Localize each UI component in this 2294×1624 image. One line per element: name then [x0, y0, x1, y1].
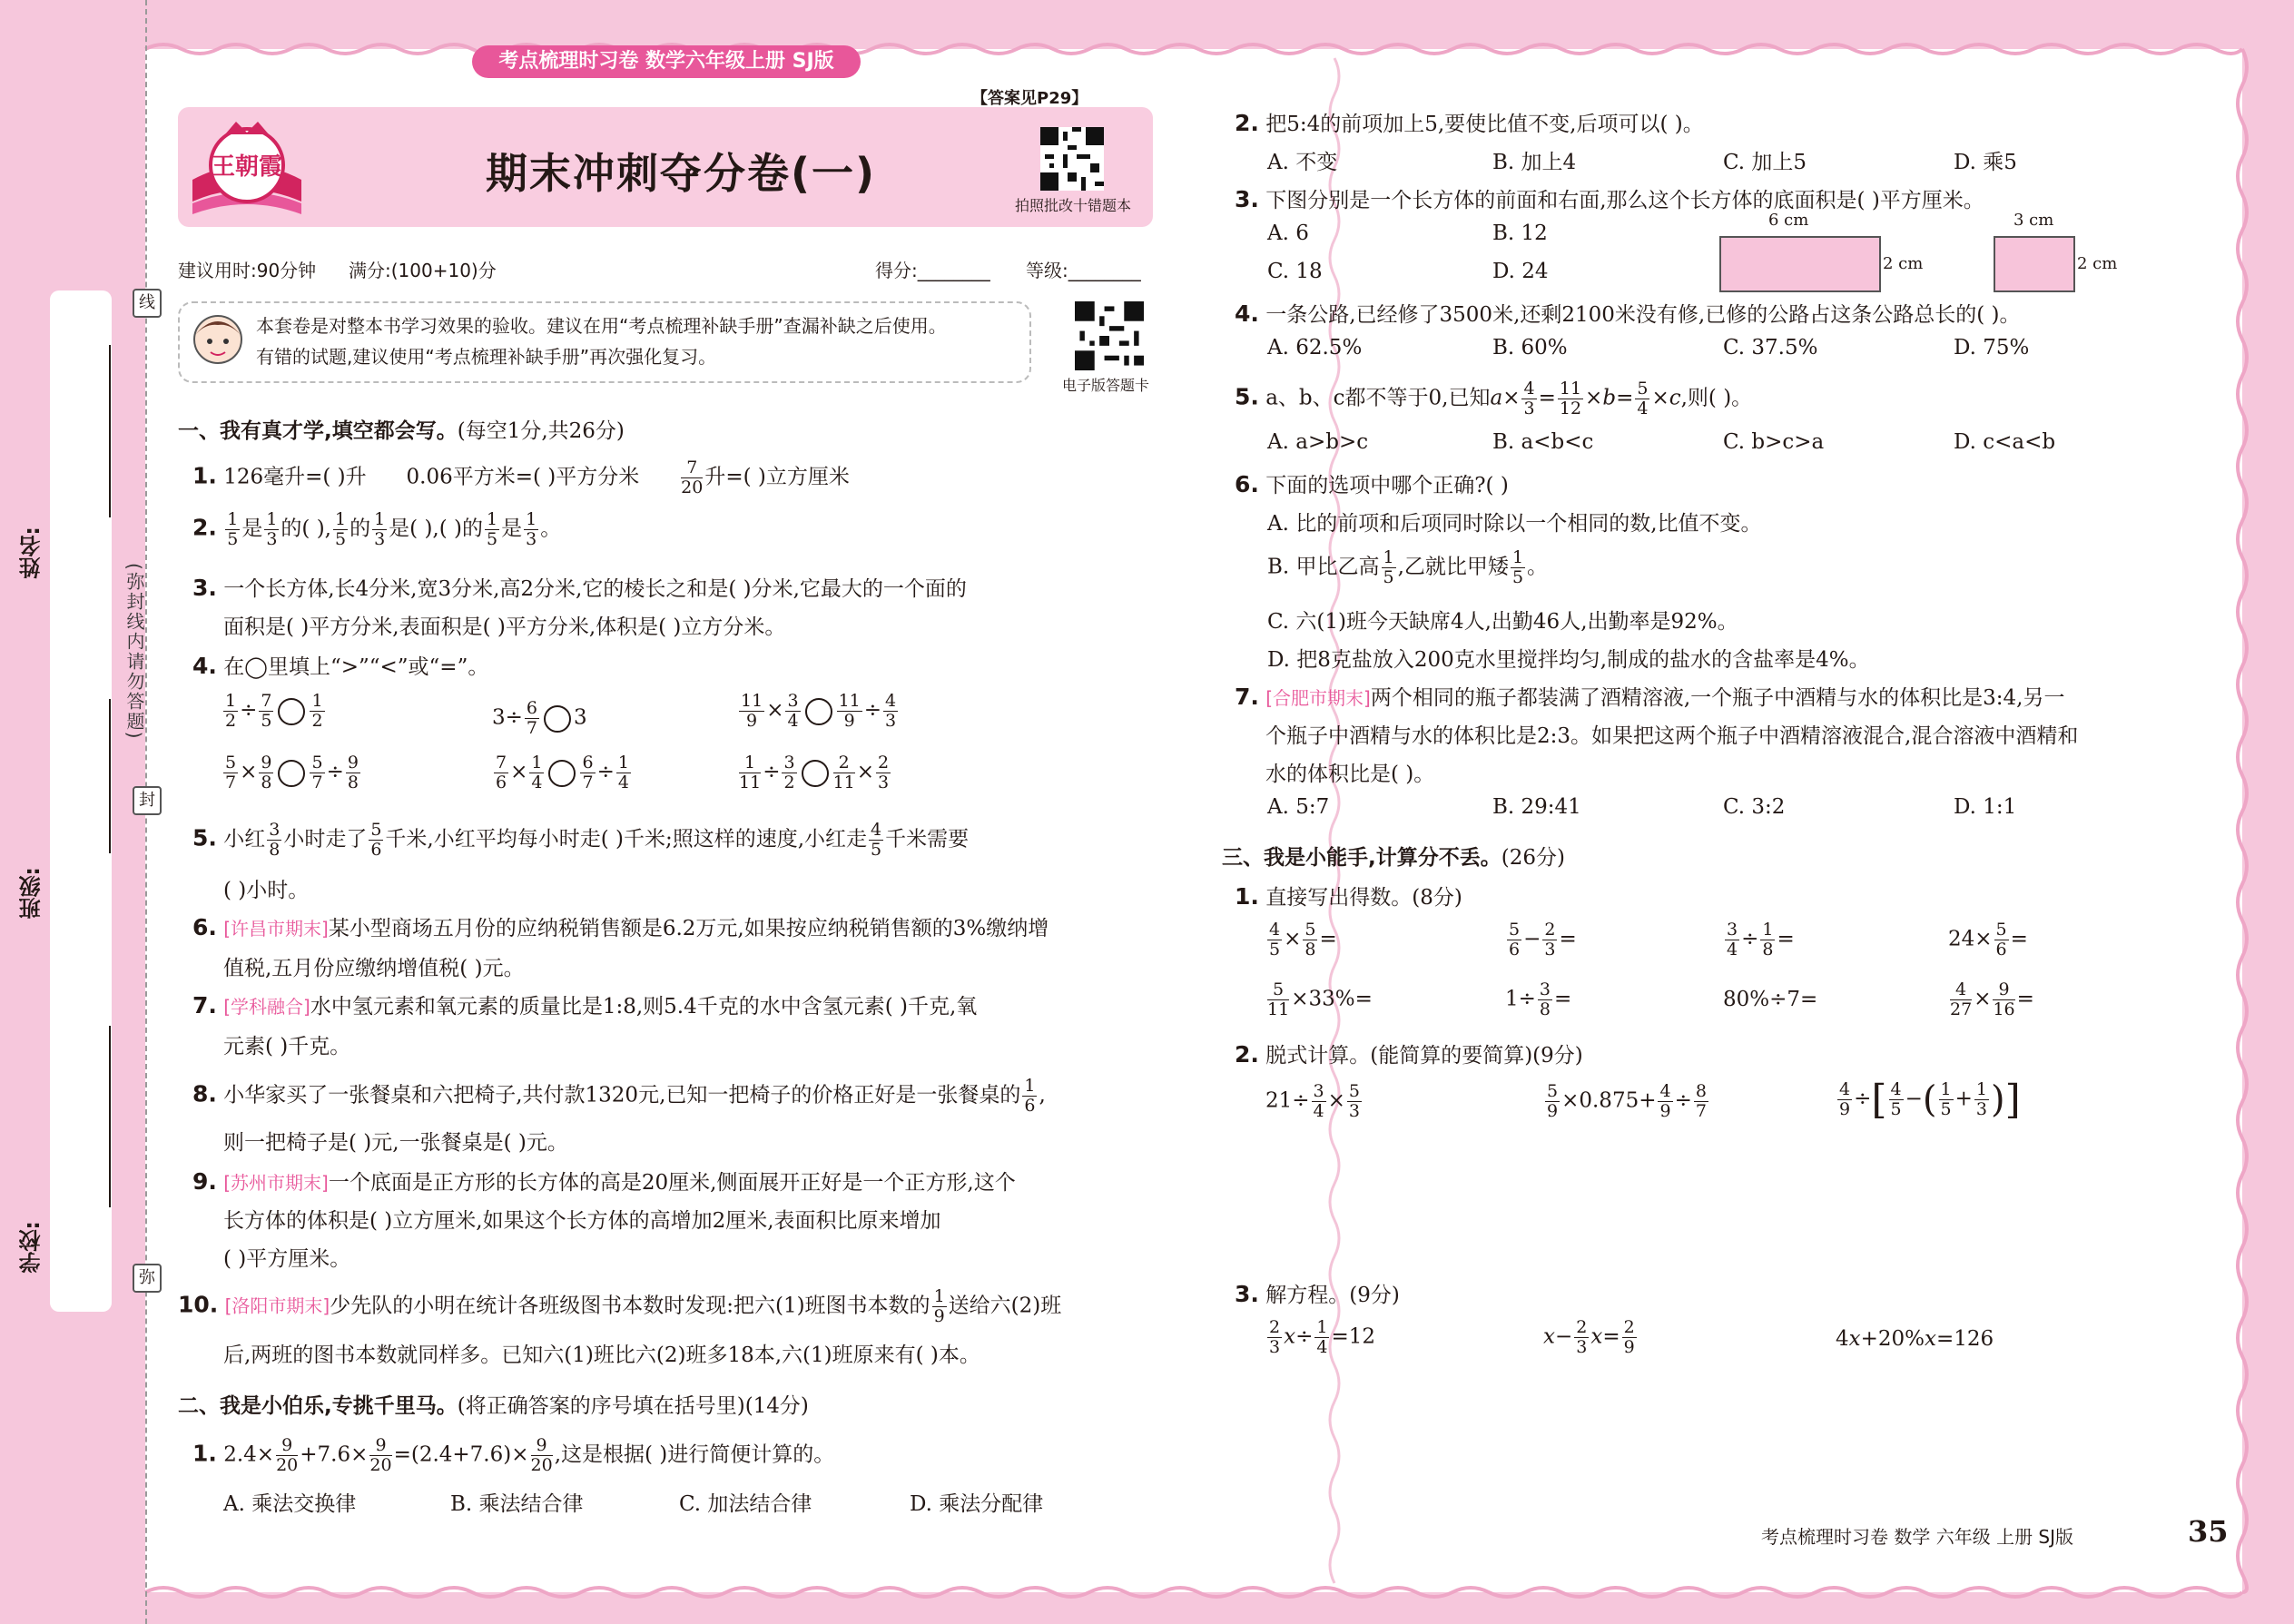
- equation-3: 4x+20%x=126: [1836, 1327, 1994, 1351]
- equation-1: $\frac{2}{3}$ x÷ $\frac{1}{4}$ =12: [1269, 1317, 1375, 1357]
- s2-q6-opt-a[interactable]: A. 比的前项和后项同时除以一个相同的数,比值不变。: [1267, 512, 1762, 536]
- s2-q2-opt-b[interactable]: B. 加上4: [1492, 151, 1577, 174]
- s2-q7-line2: 个瓶子中酒精与水的体积比是2:3。如果把这两个瓶子中酒精溶液混合,混合溶液中酒精和: [1265, 724, 2079, 748]
- front-face-rect: [1719, 236, 1881, 292]
- s2-q5-opt-c[interactable]: C. b>c>a: [1723, 430, 1825, 454]
- compare-4: $\frac{5}{7}$ × $\frac{9}{8}$ $\frac{5}{7}$ ÷ $\frac{9}{8}$: [225, 753, 359, 792]
- s2-q7-line1: 7. [合肥市期末]两个相同的瓶子都装满了酒精溶液,一个瓶子中酒精与水的体积比是3:4,另一: [1235, 684, 2065, 710]
- s2-q3-opt-c[interactable]: C. 18: [1267, 260, 1323, 283]
- s2-q5-opt-d[interactable]: D. c<a<b: [1954, 430, 2056, 454]
- s1-q9-line3: ( )平方厘米。: [223, 1247, 351, 1271]
- s2-q7-opt-c[interactable]: C. 3:2: [1723, 795, 1786, 819]
- answer-ref: 【答案见P29】: [971, 89, 1088, 108]
- binding-strip: [50, 290, 112, 1312]
- s2-q7-opt-a[interactable]: A. 5:7: [1267, 795, 1330, 819]
- calc-8: $\frac{4}{27}$ × $\frac{9}{16}$ =: [1950, 979, 2034, 1019]
- answer-circle[interactable]: [802, 760, 829, 787]
- calc-4: 24× $\frac{5}{6}$ =: [1948, 920, 2028, 960]
- s1-q4: 4. 在◯里填上“>”“<”或“=”。: [192, 653, 489, 679]
- answer-circle[interactable]: [805, 698, 832, 725]
- s1-q6-line2: 值税,五月份应缴纳增值税( )元。: [223, 957, 525, 980]
- s1-q10-line1: 10. [洛阳市期末]少先队的小明在统计各班级图书本数时发现:把六(1)班图书本数的 $\frac{1}{9}$ 送给六(2)班: [178, 1286, 1062, 1326]
- s1-q5-line1: 5. 小红 $\frac{3}{8}$ 小时走了 $\frac{5}{6}$ 千米,小红平均每小时走( )千米;照这样的速度,小红走 $\frac{4}{5}$ 千米需要: [192, 820, 970, 860]
- qr-caption: 拍照批改十错题本: [1015, 197, 1132, 214]
- s1-q5-line2: ( )小时。: [223, 879, 310, 902]
- compare-6: $\frac{1}{11}$ ÷ $\frac{3}{2}$ $\frac{2}{11}$ × $\frac{2}{3}$: [739, 753, 890, 792]
- side-face-rect: [1994, 236, 2075, 292]
- s2-q2-opt-c[interactable]: C. 加上5: [1723, 151, 1807, 174]
- side-width-label: 3 cm: [2013, 211, 2054, 230]
- s1-q9-line1: 9. [苏州市期末]一个底面是正方形的长方体的高是20厘米,侧面展开正好是一个正方形,这个: [192, 1168, 1016, 1195]
- s2-q3: 3. 下图分别是一个长方体的前面和右面,那么这个长方体的底面积是( )平方厘米。: [1235, 186, 1984, 212]
- step-calc-2: $\frac{5}{9}$ ×0.875+ $\frac{4}{9}$ ÷ $\frac{8}{7}$: [1547, 1081, 1707, 1121]
- class-line[interactable]: [109, 699, 111, 853]
- s2-q3-opt-d[interactable]: D. 24: [1492, 260, 1549, 283]
- s2-q1-opt-b[interactable]: B. 乘法结合律: [450, 1492, 584, 1516]
- s2-q2: 2. 把5:4的前项加上5,要使比值不变,后项可以( )。: [1235, 110, 1704, 136]
- seal-line-mark: 线: [133, 289, 162, 318]
- s2-q6-opt-d[interactable]: D. 把8克盐放入200克水里搅拌均匀,制成的盐水的含盐率是4%。: [1267, 648, 1870, 672]
- notice-text: [256, 310, 1019, 372]
- s2-q4-opt-a[interactable]: A. 62.5%: [1267, 336, 1363, 359]
- section-1-title: 一、我有真才学,填空都会写。(每空1分,共26分): [178, 419, 625, 443]
- s1-q3-line2: 面积是( )平方分米,表面积是( )平方分米,体积是( )立方分米。: [223, 615, 786, 639]
- seal-mi-mark: 弥: [133, 1264, 162, 1293]
- s1-q2: 2. $\frac{1}{5}$ 是 $\frac{1}{3}$ 的( ), $\frac{1}{5}$ 的 $\frac{1}{3}$ 是( ),( )的 $\frac{1}{5}$ 是 $\frac{1}{3}$ 。: [192, 509, 562, 549]
- s2-q1: 1. 2.4× $\frac{9}{20}$ +7.6× $\frac{9}{20}$ =(2.4+7.6)× $\frac{9}{20}$ ,这是根据( )进行简便计算的。: [192, 1435, 835, 1475]
- s2-q4-opt-d[interactable]: D. 75%: [1954, 336, 2030, 359]
- step-calc-3: $\frac{4}{9}$ ÷[ $\frac{4}{5}$ −( $\frac{1}{5}$ + $\frac{1}{3}$ )]: [1839, 1077, 2021, 1123]
- s2-q1-opt-c[interactable]: C. 加法结合律: [679, 1492, 812, 1516]
- s2-q4: 4. 一条公路,已经修了3500米,还剩2100米没有修,已修的公路占这条公路总长的( )。: [1235, 300, 2021, 327]
- s1-q10-line2: 后,两班的图书本数就同样多。已知六(1)班比六(2)班多18本,六(1)班原来有( )本。: [223, 1343, 980, 1367]
- s1-q8-line1: 8. 小华家买了一张餐桌和六把椅子,共付款1320元,已知一把椅子的价格正好是一张餐桌的 $\frac{1}{6}$ ,: [192, 1076, 1046, 1116]
- school-field-label: 学校:: [18, 1221, 44, 1274]
- score-field[interactable]: 得分:________: [875, 260, 990, 281]
- svg-text:王朝霞: 王朝霞: [211, 153, 283, 181]
- answer-circle[interactable]: [548, 760, 576, 787]
- school-line[interactable]: [109, 1026, 111, 1207]
- s2-q1-opt-d[interactable]: D. 乘法分配律: [910, 1492, 1044, 1516]
- s1-q6-line1: 6. [许昌市期末]某小型商场五月份的应纳税销售额是6.2万元,如果按应纳税销售额的3%缴纳增: [192, 914, 1049, 940]
- equation-2: x− $\frac{2}{3}$ x= $\frac{2}{9}$: [1543, 1317, 1635, 1357]
- front-height-label: 2 cm: [1883, 254, 1924, 273]
- binding-note: (弥封线内请勿答题): [123, 563, 145, 741]
- s2-q3-opt-a[interactable]: A. 6: [1267, 221, 1309, 245]
- girl-mascot-icon: [185, 307, 251, 376]
- s2-q7-opt-d[interactable]: D. 1:1: [1954, 795, 2017, 819]
- compare-1: $\frac{1}{2}$ ÷ $\frac{7}{5}$ $\frac{1}{2}$: [225, 691, 323, 731]
- compare-3: $\frac{11}{9}$ × $\frac{3}{4}$ $\frac{11}{9}$ ÷ $\frac{4}{3}$: [741, 691, 897, 731]
- page-title: 期末冲刺夺分卷(一): [485, 149, 877, 198]
- s1-q3-line1: 3. 一个长方体,长4分米,宽3分米,高2分米,它的棱长之和是( )分米,它最大的一个面的: [192, 575, 967, 601]
- full-score: 满分:(100+10)分: [349, 260, 497, 281]
- compare-2: 3÷ $\frac{6}{7}$ 3: [492, 698, 587, 738]
- suggested-time: 建议用时:90分钟: [178, 260, 317, 281]
- front-width-label: 6 cm: [1768, 211, 1809, 230]
- series-bar: 考点梳理时习卷 数学六年级上册 SJ版: [472, 45, 861, 78]
- notice-line: 有错的试题,建议使用“考点梳理补缺手册”再次强化复习。: [256, 346, 717, 368]
- s2-q1-opt-a[interactable]: A. 乘法交换律: [223, 1492, 357, 1516]
- s2-q6-opt-c[interactable]: C. 六(1)班今天缺席4人,出勤46人,出勤率是92%。: [1267, 610, 1738, 634]
- s2-q7-line3: 水的体积比是( )。: [1265, 763, 1435, 786]
- s2-q5-opt-b[interactable]: B. a<b<c: [1492, 430, 1594, 454]
- notice-line: 本套卷是对整本书学习效果的验收。建议在用“考点梳理补缺手册”查漏补缺之后使用。: [256, 315, 947, 337]
- s2-q3-opt-b[interactable]: B. 12: [1492, 221, 1548, 245]
- s1-q9-line2: 长方体的体积是( )立方厘米,如果这个长方体的高增加2厘米,表面积比原来增加: [223, 1209, 941, 1233]
- s2-q6-opt-b[interactable]: B. 甲比乙高 $\frac{1}{5}$ ,乙就比甲矮 $\frac{1}{5}$ 。: [1267, 547, 1549, 587]
- qr-code-icon[interactable]: [1040, 127, 1104, 191]
- page-number: 35: [2188, 1514, 2229, 1549]
- s3-q1: 1. 直接写出得数。(8分): [1235, 883, 1462, 910]
- answer-circle[interactable]: [544, 705, 571, 733]
- s3-q2: 2. 脱式计算。(能简算的要简算)(9分): [1235, 1041, 1583, 1068]
- compare-5: $\frac{7}{6}$ × $\frac{1}{4}$ $\frac{6}{7}$ ÷ $\frac{1}{4}$: [496, 753, 629, 792]
- section-3-title: 三、我是小能手,计算分不丢。(26分): [1222, 846, 1565, 870]
- calc-5: $\frac{5}{11}$ ×33%=: [1267, 979, 1373, 1019]
- s1-q8-line2: 则一把椅子是( )元,一张餐桌是( )元。: [223, 1131, 568, 1155]
- s2-q2-opt-d[interactable]: D. 乘5: [1954, 151, 2017, 174]
- name-field-label: 姓名:: [18, 527, 44, 579]
- name-line[interactable]: [109, 345, 111, 517]
- s1-q1: 1. 126毫升=( )升 0.06平方米=( )平方分米 $\frac{7}{20}$ 升=( )立方厘米: [192, 458, 850, 497]
- calc-6: 1÷ $\frac{3}{8}$ =: [1505, 979, 1572, 1019]
- side-height-label: 2 cm: [2077, 254, 2118, 273]
- s2-q5-opt-a[interactable]: A. a>b>c: [1267, 430, 1369, 454]
- class-field-label: 班级:: [18, 867, 44, 920]
- answer-circle[interactable]: [278, 698, 305, 725]
- s2-q2-opt-a[interactable]: A. 不变: [1267, 151, 1338, 174]
- s2-q4-opt-c[interactable]: C. 37.5%: [1723, 336, 1818, 359]
- answer-circle[interactable]: [278, 760, 305, 787]
- brand-logo-icon: [189, 114, 305, 221]
- step-calc-1: 21÷ $\frac{3}{4}$ × $\frac{5}{3}$: [1265, 1081, 1361, 1121]
- answer-card-caption: 电子版答题卡: [1062, 377, 1150, 394]
- calc-2: $\frac{5}{6}$ − $\frac{2}{3}$ =: [1509, 920, 1577, 960]
- calc-3: $\frac{3}{4}$ ÷ $\frac{1}{8}$ =: [1727, 920, 1795, 960]
- s1-q7-line2: 元素( )千克。: [223, 1035, 351, 1058]
- seal-seal-mark: 封: [133, 786, 162, 815]
- s2-q6: 6. 下面的选项中哪个正确?( ): [1235, 471, 1509, 497]
- s2-q4-opt-b[interactable]: B. 60%: [1492, 336, 1568, 359]
- s2-q5: 5. a、b、c都不等于0,已知a× $\frac{4}{3}$ = $\frac{11}{12}$ ×b= $\frac{5}{4}$ ×c,则( )。: [1235, 379, 1753, 418]
- calc-7: 80%÷7=: [1723, 988, 1818, 1011]
- calc-1: $\frac{4}{5}$ × $\frac{5}{8}$ =: [1269, 920, 1337, 960]
- s2-q7-opt-b[interactable]: B. 29:41: [1492, 795, 1581, 819]
- grade-field[interactable]: 等级:________: [1026, 260, 1141, 281]
- s3-q3: 3. 解方程。(9分): [1235, 1281, 1400, 1307]
- answer-card-qr-icon[interactable]: [1075, 301, 1144, 370]
- s1-q7-line1: 7. [学科融合]水中氢元素和氧元素的质量比是1:8,则5.4千克的水中含氢元素( )千克,氧: [192, 992, 978, 1019]
- footer-info: 考点梳理时习卷 数学 六年级 上册 SJ版: [1761, 1526, 2074, 1548]
- section-2-title: 二、我是小伯乐,专挑千里马。(将正确答案的序号填在括号里)(14分): [178, 1394, 809, 1418]
